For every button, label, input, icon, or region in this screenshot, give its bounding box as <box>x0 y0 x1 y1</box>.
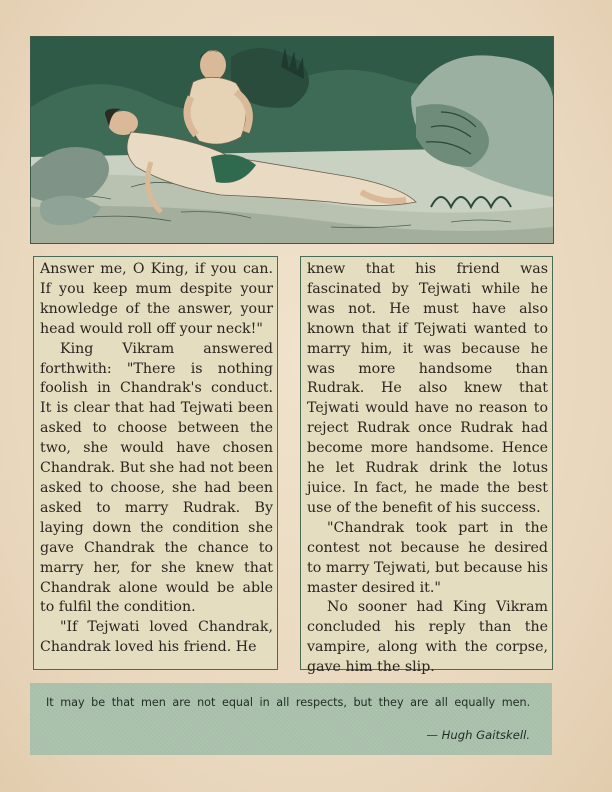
story-paragraph: "Chandrak took part in the contest not because he desired to marry Tejwati, but because his master desired it." <box>307 519 548 596</box>
story-paragraph: Answer me, O King, if you can. If you keep mum despite your knowledge of the answer, your head would roll off your neck!" <box>40 261 273 337</box>
story-illustration <box>30 36 554 244</box>
story-paragraph: King Vikram answered forthwith: "There is nothing foolish in Chandrak's conduct. It is clear that had Tejwati been asked to choose between the two, she would have chosen Chandrak. But she had not been asked to choose, she had been asked to marry Rudrak. By laying down the condition she gave Chandrak the chance to marry her, for she knew that Chandrak alone would be able to fulfil the condition. <box>40 340 273 616</box>
quote-text: It may be that men are not equal in all respects, but they are all equally men. <box>46 696 531 709</box>
story-paragraph: knew that his friend was fascinated by Tejwati while he was not. He must have also known that if Tejwati wanted to marry him, it was because he was more handsome than Rudrak. He also knew that Tejwati would have no reason to reject Rudrak once Rudrak had become more handsome. Hence he let Rudrak drink the lotus juice. In fact, he made the best use of the benefit of his success. <box>307 261 548 516</box>
quote-author: — Hugh Gaitskell. <box>426 728 530 742</box>
story-paragraph: "If Tejwati loved Chandrak, Chandrak loved his friend. He <box>40 619 273 656</box>
story-column-left <box>33 256 278 670</box>
illustration-drawing <box>31 37 553 243</box>
story-paragraph: No sooner had King Vikram concluded his reply than the vampire, along with the corpse, gave him the slip. <box>307 599 548 676</box>
story-column-right <box>300 256 553 676</box>
quote-box <box>30 683 552 755</box>
